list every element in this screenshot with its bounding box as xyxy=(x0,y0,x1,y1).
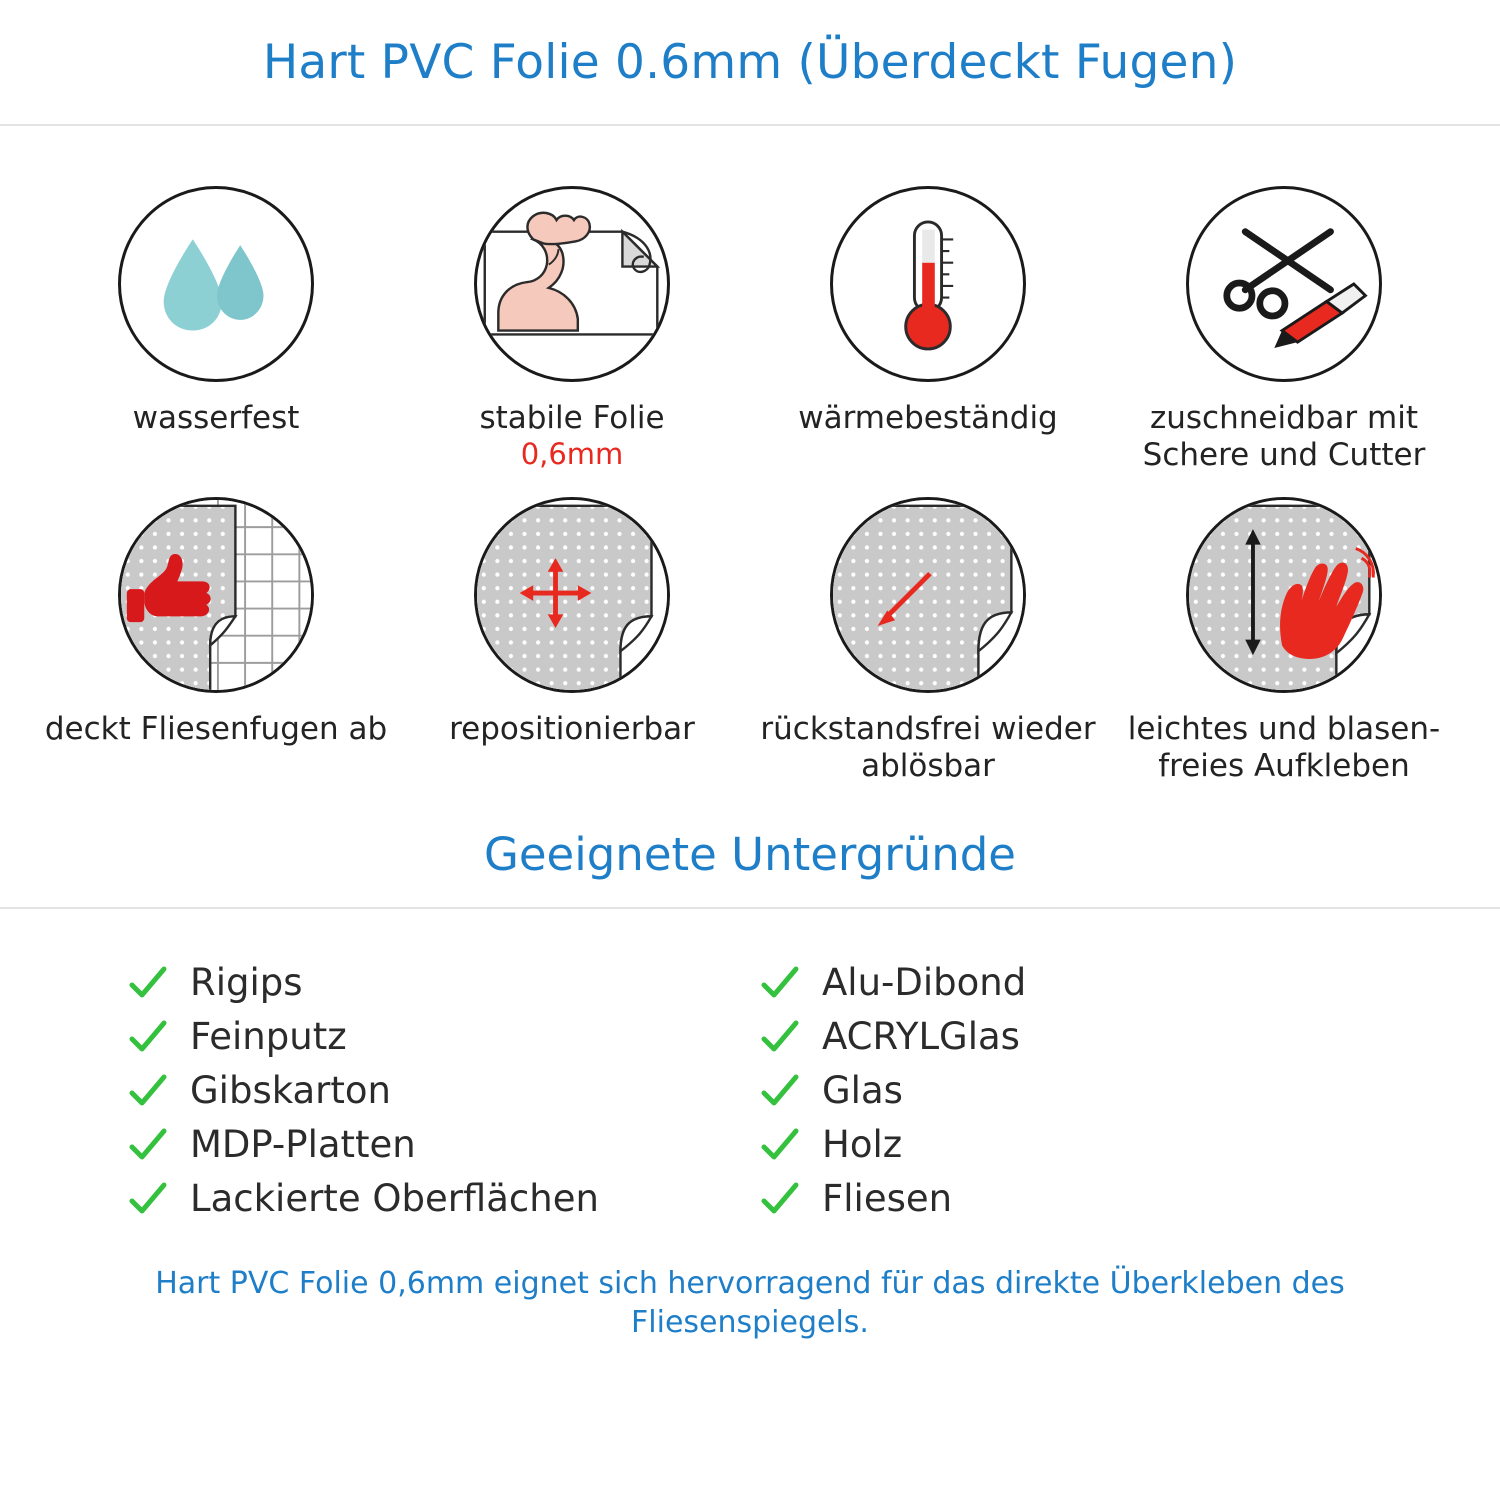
reposition-arrows-icon xyxy=(474,497,670,693)
list-item-label: ACRYLGlas xyxy=(822,1015,1020,1059)
check-icon xyxy=(128,1017,168,1057)
list-item xyxy=(760,1069,1026,1112)
check-icon xyxy=(760,963,800,1003)
list-item-label: Fliesen xyxy=(822,1177,953,1221)
feature-label: deckt Fliesenfugen ab xyxy=(44,711,388,748)
list-item xyxy=(760,961,1026,1004)
scissors-cutter-icon xyxy=(1186,186,1382,382)
list-item-label: Glas xyxy=(822,1069,903,1113)
list-item-label: MDP-Platten xyxy=(190,1123,416,1167)
check-icon xyxy=(128,1125,168,1165)
section-divider xyxy=(0,828,1500,909)
footer-note: Hart PVC Folie 0,6mm eignet sich hervorragend für das direkte Überkleben des Fliesenspiegels. xyxy=(155,1266,1345,1341)
thermometer-icon xyxy=(830,186,1026,382)
check-icon xyxy=(760,1017,800,1057)
feature-waermebestaendig xyxy=(752,186,1104,473)
feature-rueckstandsfrei xyxy=(752,497,1104,784)
list-item-label: Lackierte Oberflächen xyxy=(190,1177,599,1221)
list-item-label: Holz xyxy=(822,1123,903,1167)
substrate-list-right xyxy=(740,961,1026,1220)
check-icon xyxy=(760,1179,800,1219)
header xyxy=(0,0,1500,126)
check-icon xyxy=(128,1179,168,1219)
check-icon xyxy=(760,1125,800,1165)
hand-smoothing-icon xyxy=(1186,497,1382,693)
feature-label: leichtes und blasen-freies Aufkleben xyxy=(1127,711,1441,784)
feature-aufkleben xyxy=(1108,497,1460,784)
list-item xyxy=(760,1015,1026,1058)
list-item-label: Rigips xyxy=(190,961,303,1005)
feature-row-1 xyxy=(40,186,1460,473)
feature-label: wärmebeständig xyxy=(798,400,1058,436)
list-item xyxy=(760,1123,1026,1166)
feature-label: rückstandsfrei wieder ablösbar xyxy=(760,711,1096,784)
feature-label: wasserfest xyxy=(132,400,300,436)
list-item xyxy=(128,1015,740,1058)
feature-zuschneidbar xyxy=(1108,186,1460,473)
check-icon xyxy=(128,1071,168,1111)
substrates-section xyxy=(0,909,1500,1220)
feature-row-2 xyxy=(40,497,1460,784)
thumbs-up-tile-grout-icon xyxy=(118,497,314,693)
substrate-list-left xyxy=(0,961,740,1220)
list-item xyxy=(760,1177,1026,1220)
check-icon xyxy=(760,1071,800,1111)
list-item xyxy=(128,1123,740,1166)
water-drops-icon xyxy=(118,186,314,382)
feature-label: stabile Folie xyxy=(479,400,665,436)
list-item xyxy=(128,1177,740,1220)
check-icon xyxy=(128,963,168,1003)
feature-deckt-fliesenfugen xyxy=(40,497,392,784)
feature-repositionierbar xyxy=(396,497,748,784)
list-item-label: Alu-Dibond xyxy=(822,961,1027,1005)
page-title: Hart PVC Folie 0.6mm (Überdeckt Fugen) xyxy=(262,34,1238,90)
feature-thickness-note: 0,6mm xyxy=(520,436,624,471)
feature-grid xyxy=(0,126,1500,784)
feature-label: repositionierbar xyxy=(449,711,695,748)
feature-stabile-folie xyxy=(396,186,748,473)
feature-label: zuschneidbar mit Schere und Cutter xyxy=(1142,400,1426,473)
section-title-untergruende: Geeignete Untergründe xyxy=(483,828,1016,882)
list-item-label: Gibskarton xyxy=(190,1069,391,1113)
list-item xyxy=(128,1069,740,1112)
peel-off-arrow-icon xyxy=(830,497,1026,693)
list-item xyxy=(128,961,740,1004)
feature-wasserfest xyxy=(40,186,392,473)
list-item-label: Feinputz xyxy=(190,1015,347,1059)
flexing-arm-foil-icon xyxy=(474,186,670,382)
